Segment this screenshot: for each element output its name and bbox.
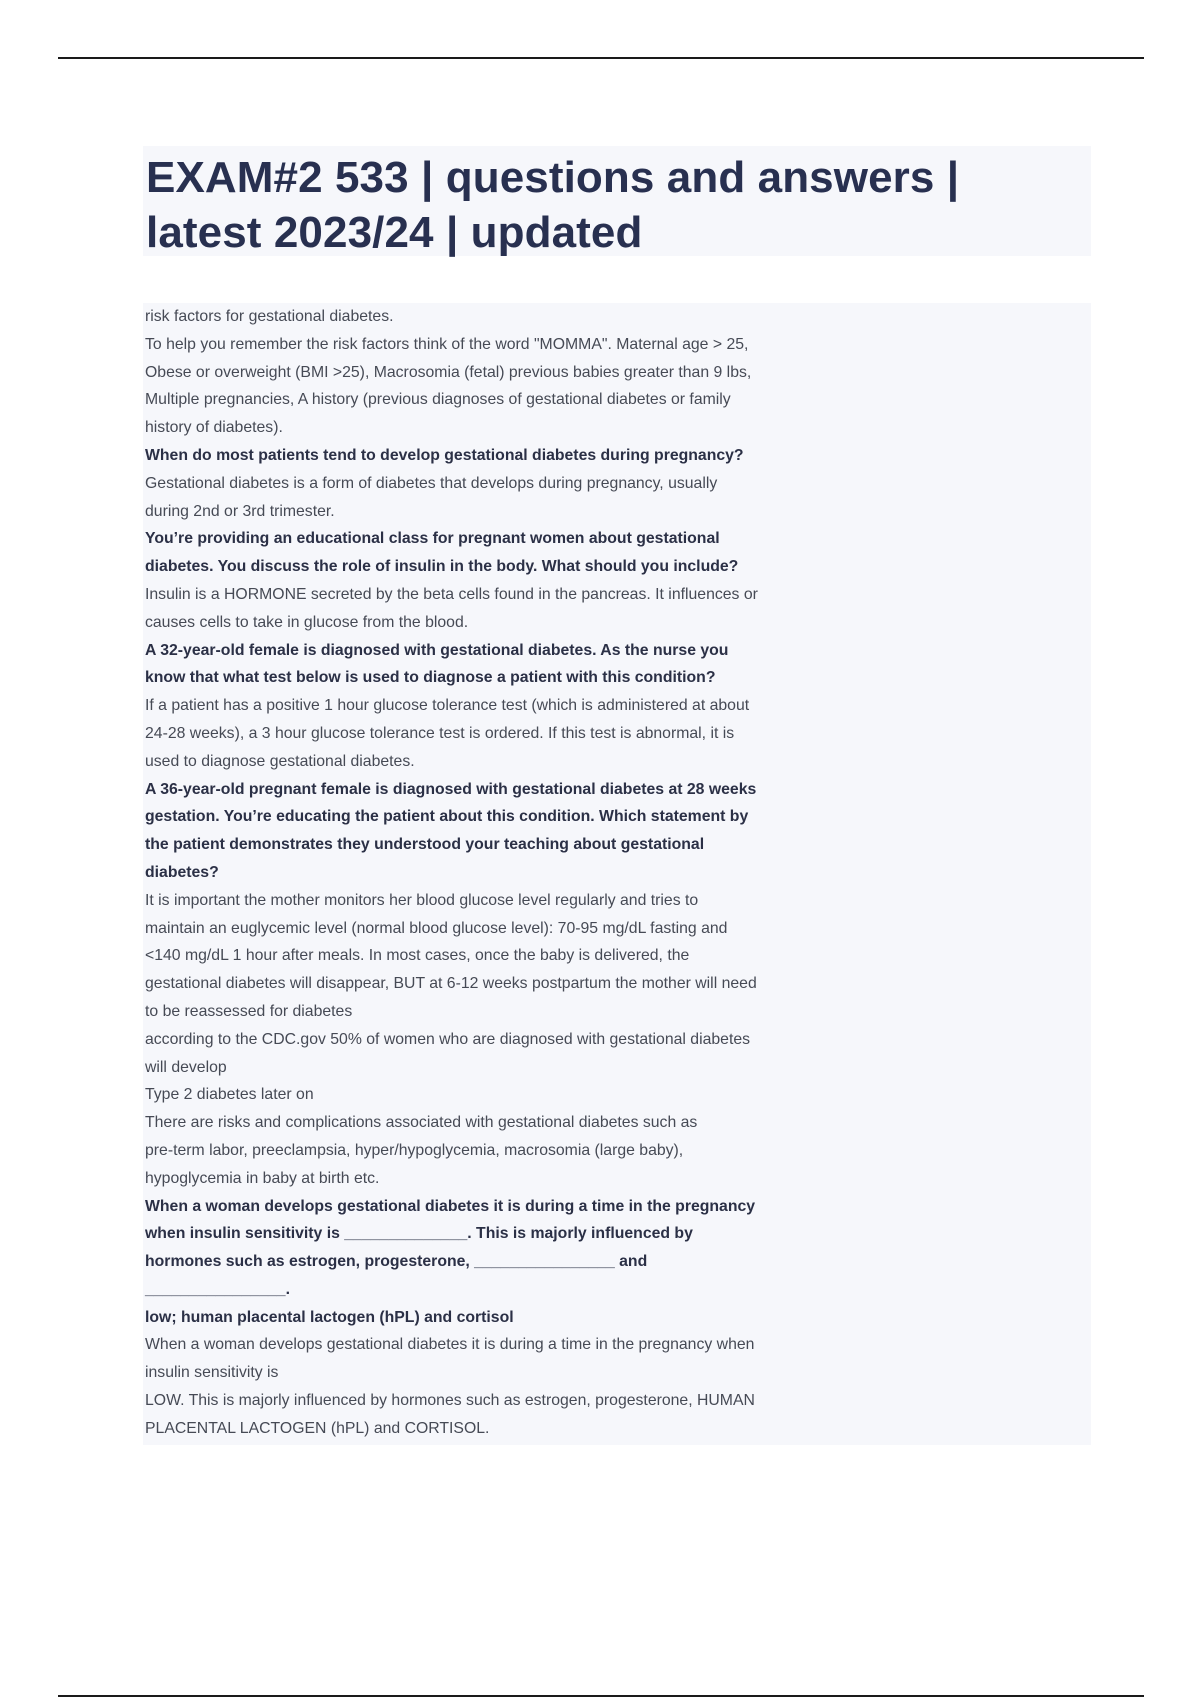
- answer-line: Multiple pregnancies, A history (previous diagnoses of gestational diabetes or family: [145, 391, 731, 409]
- answer-line: during 2nd or 3rd trimester.: [145, 502, 335, 520]
- answer-line: LOW. This is majorly influenced by hormones such as estrogen, progesterone, HUMAN: [145, 1392, 755, 1410]
- question-line: diabetes. You discuss the role of insulin in the body. What should you include?: [145, 558, 739, 576]
- answer-line: To help you remember the risk factors think of the word "MOMMA". Maternal age > 25,: [145, 335, 749, 353]
- answer-line: If a patient has a positive 1 hour glucose tolerance test (which is administered at about: [145, 697, 750, 715]
- answer-line: 24-28 weeks), a 3 hour glucose tolerance test is ordered. If this test is abnormal, it is: [145, 724, 735, 742]
- question-line: hormones such as estrogen, progesterone, ________________ and: [145, 1253, 648, 1271]
- answer-line: PLACENTAL LACTOGEN (hPL) and CORTISOL.: [145, 1419, 490, 1437]
- answer-line: gestational diabetes will disappear, BUT at 6-12 weeks postpartum the mother will need: [145, 975, 757, 993]
- answer-line: maintain an euglycemic level (normal blood glucose level): 70-95 mg/dL fasting and: [145, 919, 728, 937]
- footer-rule: [58, 1695, 1144, 1697]
- answer-line: Gestational diabetes is a form of diabetes that develops during pregnancy, usually: [145, 474, 718, 492]
- question-line: when insulin sensitivity is ______________. This is majorly influenced by: [145, 1225, 693, 1243]
- question-line: gestation. You’re educating the patient about this condition. Which statement by: [145, 808, 749, 826]
- answer-line: <140 mg/dL 1 hour after meals. In most cases, once the baby is delivered, the: [145, 947, 690, 965]
- question-line: When do most patients tend to develop gestational diabetes during pregnancy?: [145, 446, 744, 464]
- page-title: [146, 150, 1087, 260]
- answer-line: Type 2 diabetes later on: [145, 1086, 314, 1104]
- question-line: When a woman develops gestational diabetes it is during a time in the pregnancy: [145, 1197, 756, 1215]
- question-line: know that what test below is used to diagnose a patient with this condition?: [145, 669, 716, 687]
- question-line: diabetes?: [145, 863, 219, 881]
- question-line: A 32-year-old female is diagnosed with gestational diabetes. As the nurse you: [145, 641, 729, 659]
- question-line: A 36-year-old pregnant female is diagnosed with gestational diabetes at 28 weeks: [145, 780, 757, 798]
- question-line: the patient demonstrates they understood your teaching about gestational: [145, 836, 705, 854]
- question-line: You’re providing an educational class for pregnant women about gestational: [145, 530, 720, 548]
- question-line: ________________.: [145, 1280, 290, 1298]
- answer-line: When a woman develops gestational diabetes it is during a time in the pregnancy when: [145, 1336, 755, 1354]
- header-rule: [58, 57, 1144, 59]
- answer-line: according to the CDC.gov 50% of women who are diagnosed with gestational diabetes: [145, 1030, 751, 1048]
- page-title-line: EXAM#2 533 | questions and answers |: [146, 153, 960, 202]
- question-line: low; human placental lactogen (hPL) and cortisol: [145, 1308, 514, 1326]
- answer-line: Insulin is a HORMONE secreted by the beta cells found in the pancreas. It influences or: [145, 585, 758, 603]
- answer-line: risk factors for gestational diabetes.: [145, 308, 394, 325]
- answer-line: pre-term labor, preeclampsia, hyper/hypoglycemia, macrosomia (large baby),: [145, 1141, 684, 1159]
- page-title-line: latest 2023/24 | updated: [146, 208, 643, 257]
- answer-line: hypoglycemia in baby at birth etc.: [145, 1169, 380, 1187]
- answer-line: causes cells to take in glucose from the blood.: [145, 613, 469, 631]
- answer-line: insulin sensitivity is: [145, 1364, 279, 1382]
- answer-line: will develop: [145, 1058, 227, 1076]
- answer-line: Obese or overweight (BMI >25), Macrosomia (fetal) previous babies greater than 9 lbs,: [145, 363, 752, 381]
- answer-line: history of diabetes).: [145, 419, 283, 437]
- qa-content: [143, 303, 1091, 1445]
- title-box: [143, 146, 1091, 256]
- answer-line: There are risks and complications associated with gestational diabetes such as: [145, 1114, 698, 1132]
- answer-line: used to diagnose gestational diabetes.: [145, 752, 415, 770]
- answer-line: It is important the mother monitors her blood glucose level regularly and tries to: [145, 891, 699, 909]
- answer-line: to be reassessed for diabetes: [145, 1002, 353, 1020]
